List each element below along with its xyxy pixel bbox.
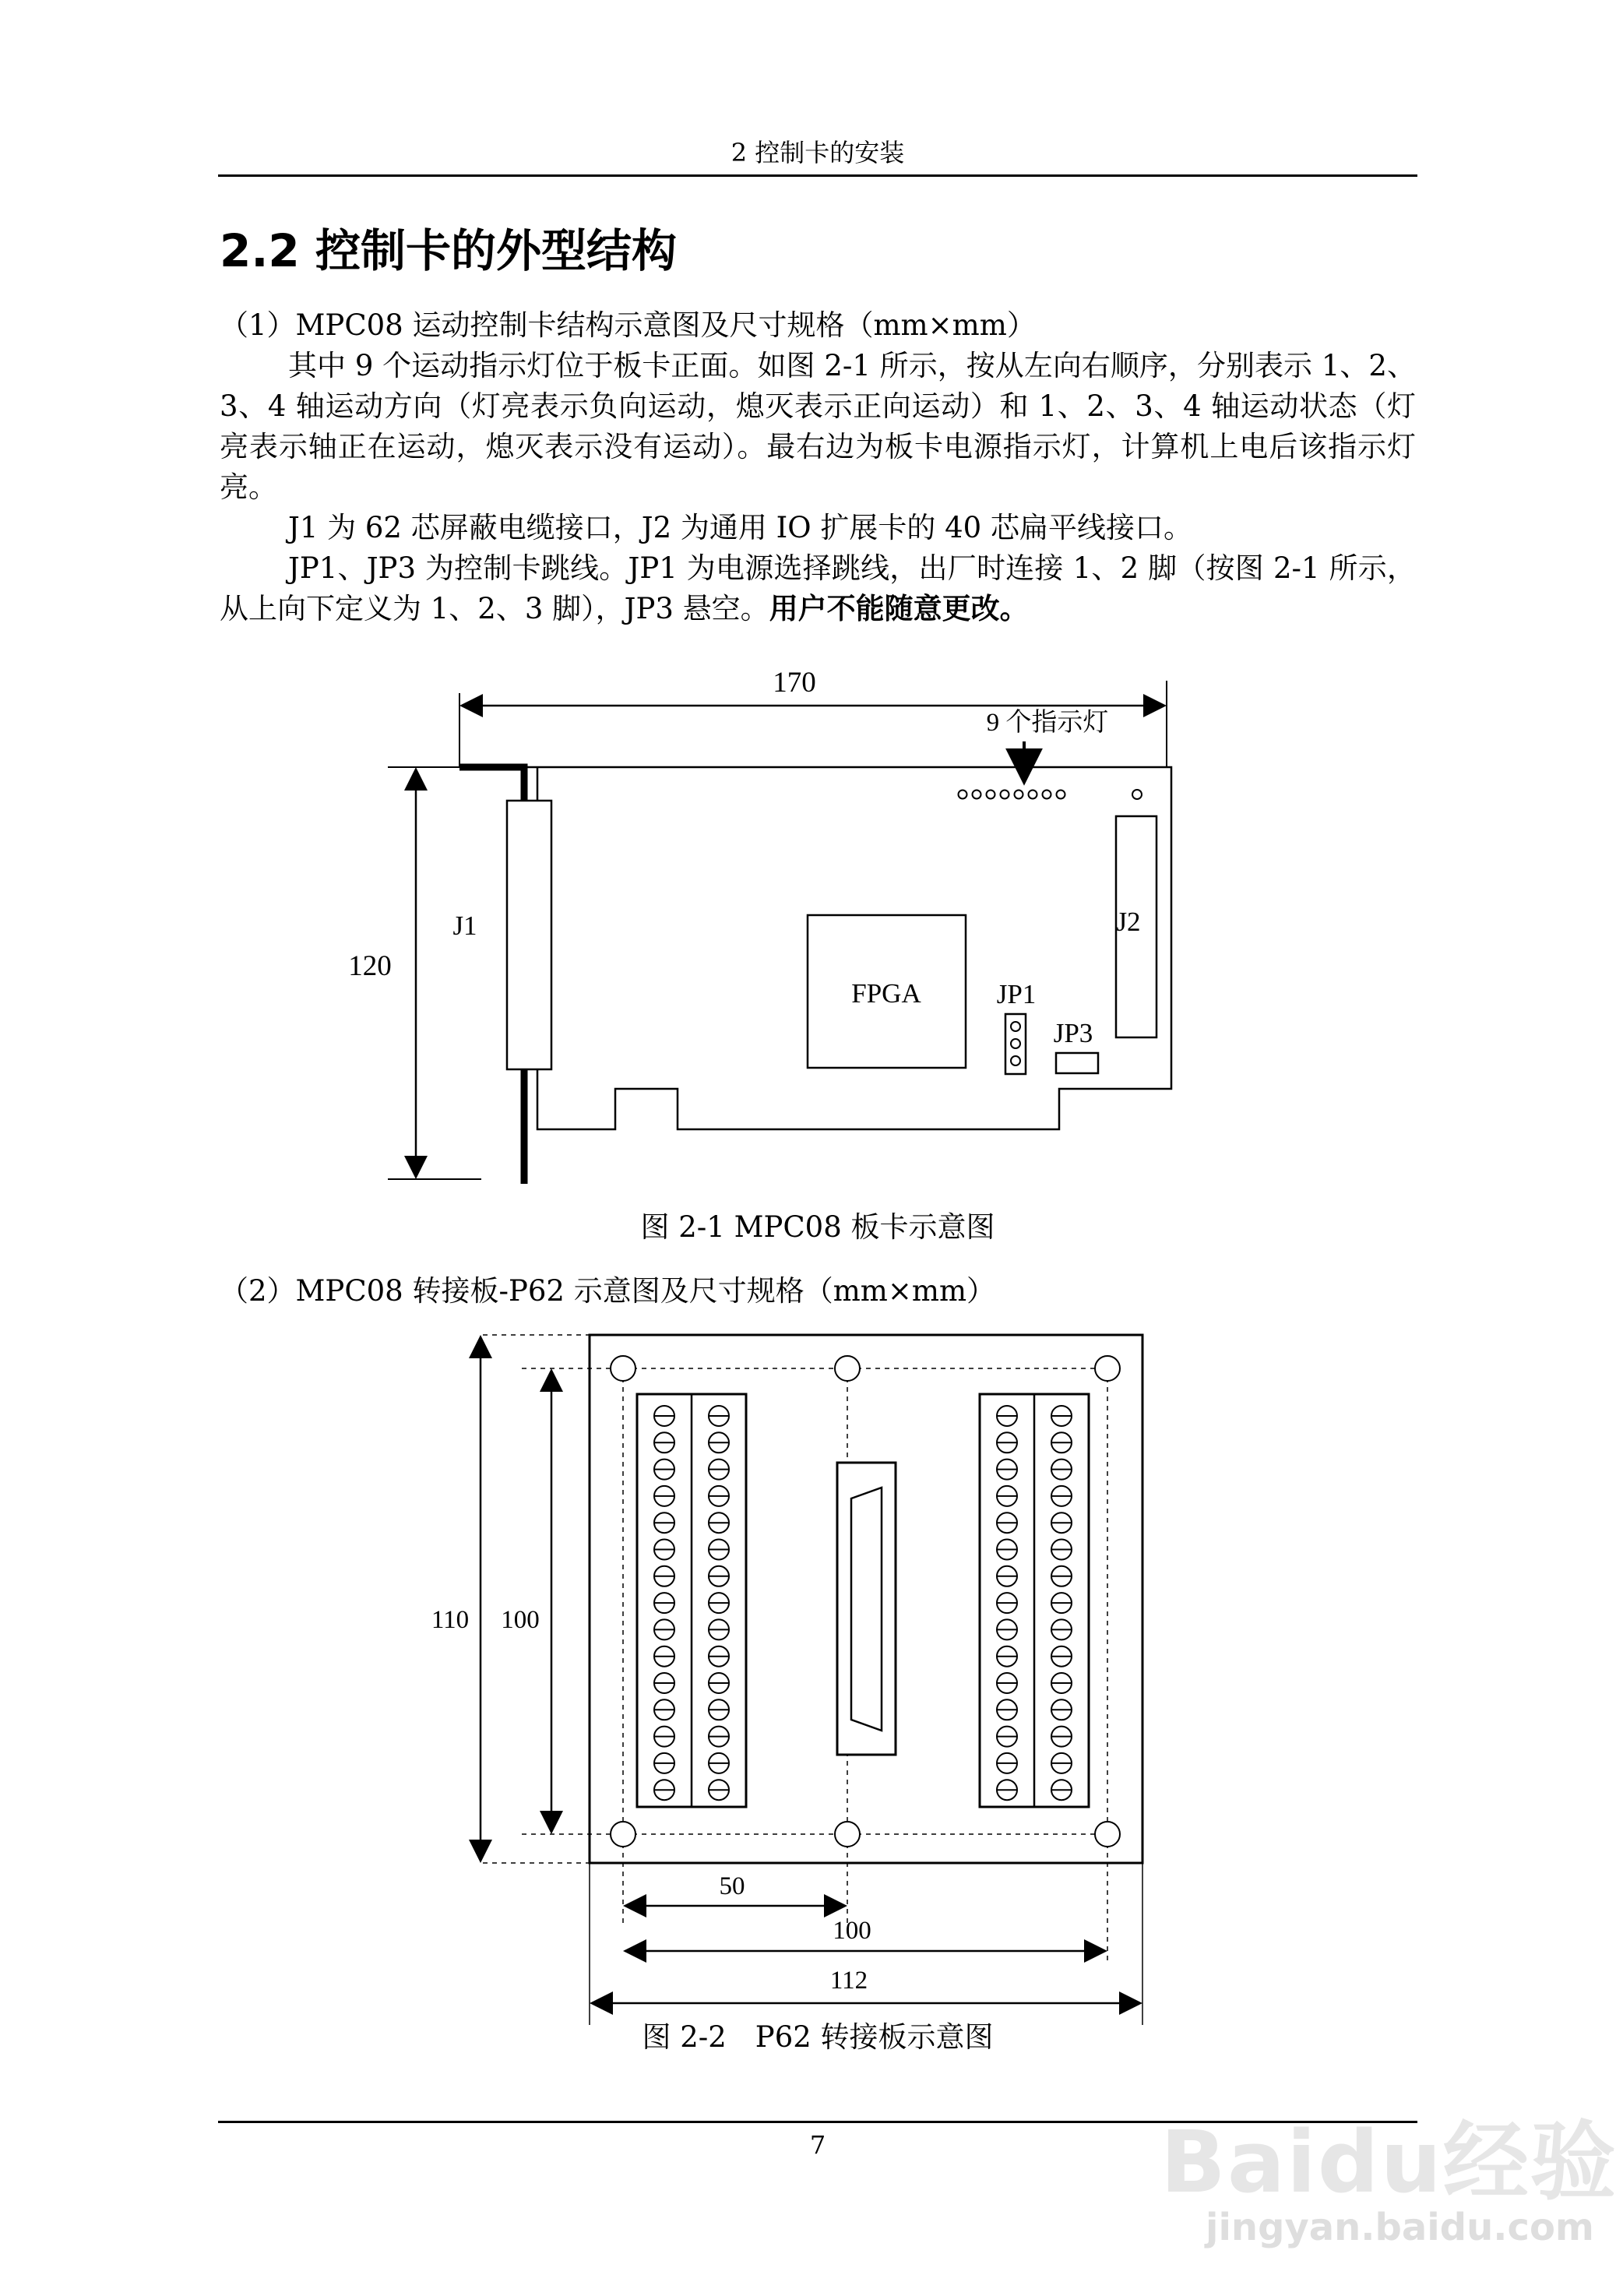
terminal-screw <box>1051 1406 1072 1426</box>
terminal-screw <box>1051 1673 1072 1693</box>
terminal-screw <box>654 1460 674 1480</box>
terminal-screw <box>654 1699 674 1720</box>
leds-label: 9 个指示灯 <box>986 709 1109 737</box>
j2-label: J2 <box>1116 907 1141 937</box>
terminal-screw <box>709 1727 729 1747</box>
terminal-screw <box>997 1727 1017 1747</box>
terminal-screw <box>997 1593 1017 1613</box>
paragraph-2: 其中 9 个运动指示灯位于板卡正面。如图 2-1 所示，按从左向右顺序，分别表示 1、2、3、4 轴运动方向（灯亮表示负向运动，熄灭表示正向运动）和 1、2、3、4 轴运动状态（灯亮表示轴正在运动，熄灭表示没有运动）。最右边为板卡电源指示灯，计算机上电后该指示灯亮。 <box>220 349 1416 504</box>
terminal-screw <box>1051 1699 1072 1720</box>
terminal-screw <box>654 1432 674 1453</box>
hole-bottom-right <box>1095 1822 1120 1847</box>
outer-height-label: 110 <box>431 1606 470 1634</box>
terminal-screw <box>709 1780 729 1800</box>
terminal-screw <box>1051 1432 1072 1453</box>
watermark-url: jingyan.baidu.com <box>1206 2206 1594 2249</box>
hole-bottom-left <box>611 1822 635 1847</box>
terminal-screw <box>1051 1540 1072 1560</box>
terminal-screw <box>997 1512 1017 1533</box>
terminal-screw <box>654 1540 674 1560</box>
section-title: 2.2 控制卡的外型结构 <box>220 224 677 277</box>
paragraph-4-text: JP1、JP3 为控制卡跳线。JP1 为电源选择跳线，出厂时连接 1、2 脚（按图 2-1 所示，从上向下定义为 1、2、3 脚），JP3 悬空。 <box>220 551 1416 625</box>
terminal-screw <box>654 1593 674 1613</box>
terminal-screw <box>709 1512 729 1533</box>
indicator-led <box>987 791 995 799</box>
figure-2-caption: 图 2-2 P62 转接板示意图 <box>642 2020 994 2054</box>
terminal-screw <box>997 1699 1017 1720</box>
terminal-screw <box>709 1646 729 1667</box>
terminal-screw <box>654 1673 674 1693</box>
hole-top-center <box>835 1356 860 1381</box>
paragraph-1: （1）MPC08 运动控制卡结构示意图及尺寸规格（mm×mm） <box>220 308 1036 342</box>
page-number: 7 <box>809 2130 826 2160</box>
terminal-screw <box>997 1646 1017 1667</box>
indicator-led <box>1043 791 1051 799</box>
indicator-led <box>1057 791 1065 799</box>
terminal-screw <box>709 1460 729 1480</box>
indicator-led <box>1015 791 1023 799</box>
terminal-screw <box>997 1619 1017 1639</box>
terminal-screw <box>709 1432 729 1453</box>
watermark-logo: Baidu经验 <box>1160 2112 1618 2212</box>
terminal-screw <box>997 1673 1017 1693</box>
paragraph-3: J1 为 62 芯屏蔽电缆接口，J2 为通用 IO 扩展卡的 40 芯扁平线接口。 <box>288 511 1192 544</box>
paragraph-4-bold: 用户不能随意更改。 <box>769 592 1029 625</box>
terminal-screw <box>654 1780 674 1800</box>
terminal-screw <box>709 1540 729 1560</box>
terminal-screw <box>1051 1460 1072 1480</box>
jp3-label: JP3 <box>1053 1018 1093 1048</box>
indicator-led <box>1029 791 1037 799</box>
dim-100-label: 100 <box>833 1917 871 1945</box>
terminal-screw <box>1051 1619 1072 1639</box>
dim-50-label: 50 <box>719 1872 745 1900</box>
j1-connector <box>507 801 551 1069</box>
terminal-screw <box>1051 1486 1072 1506</box>
terminal-screw <box>654 1486 674 1506</box>
figure-p62-adapter <box>0 1316 1623 2064</box>
terminal-screw <box>997 1460 1017 1480</box>
terminal-screw <box>997 1486 1017 1506</box>
terminal-screw <box>1051 1512 1072 1533</box>
terminal-screw <box>997 1780 1017 1800</box>
terminal-screw <box>1051 1753 1072 1773</box>
terminal-screw <box>709 1673 729 1693</box>
terminal-screw <box>997 1432 1017 1453</box>
led-row <box>959 791 1065 799</box>
jp1-label: JP1 <box>996 979 1037 1009</box>
jp3-jumper <box>1056 1053 1098 1073</box>
terminal-screw <box>997 1540 1017 1560</box>
running-header: 2 控制卡的安装 <box>731 138 905 167</box>
terminal-screw <box>709 1619 729 1639</box>
terminal-screw <box>654 1727 674 1747</box>
terminal-screw <box>654 1646 674 1667</box>
terminal-screw <box>654 1619 674 1639</box>
fpga-label: FPGA <box>851 978 921 1009</box>
terminal-screw <box>709 1753 729 1773</box>
terminal-screw <box>654 1512 674 1533</box>
terminal-screw <box>1051 1593 1072 1613</box>
height-label: 120 <box>348 950 392 982</box>
paragraph-5: （2）MPC08 转接板-P62 示意图及尺寸规格（mm×mm） <box>220 1274 996 1308</box>
terminal-screw <box>1051 1780 1072 1800</box>
terminal-screw <box>654 1406 674 1426</box>
terminal-screw <box>997 1566 1017 1586</box>
terminal-screw <box>997 1406 1017 1426</box>
terminal-screw <box>1051 1566 1072 1586</box>
terminal-screw <box>654 1566 674 1586</box>
terminal-screw <box>709 1593 729 1613</box>
inner-height-label: 100 <box>501 1606 540 1634</box>
p62-connector-shell <box>851 1488 882 1731</box>
figure-1-caption: 图 2-1 MPC08 板卡示意图 <box>640 1210 995 1244</box>
terminal-screw <box>654 1753 674 1773</box>
j1-label: J1 <box>452 910 477 941</box>
terminal-screw <box>709 1566 729 1586</box>
terminal-screw <box>1051 1727 1072 1747</box>
indicator-led <box>1001 791 1009 799</box>
terminal-screw <box>1051 1646 1072 1667</box>
terminal-screw <box>709 1406 729 1426</box>
hole-bottom-center <box>835 1822 860 1847</box>
terminal-screw <box>709 1699 729 1720</box>
power-led <box>1132 790 1142 799</box>
width-label: 170 <box>773 667 816 699</box>
hole-top-left <box>611 1356 635 1381</box>
terminal-screw <box>997 1753 1017 1773</box>
dim-112-label: 112 <box>829 1967 868 1995</box>
indicator-led <box>973 791 981 799</box>
hole-top-right <box>1095 1356 1120 1381</box>
terminal-screw <box>709 1486 729 1506</box>
indicator-led <box>959 791 967 799</box>
